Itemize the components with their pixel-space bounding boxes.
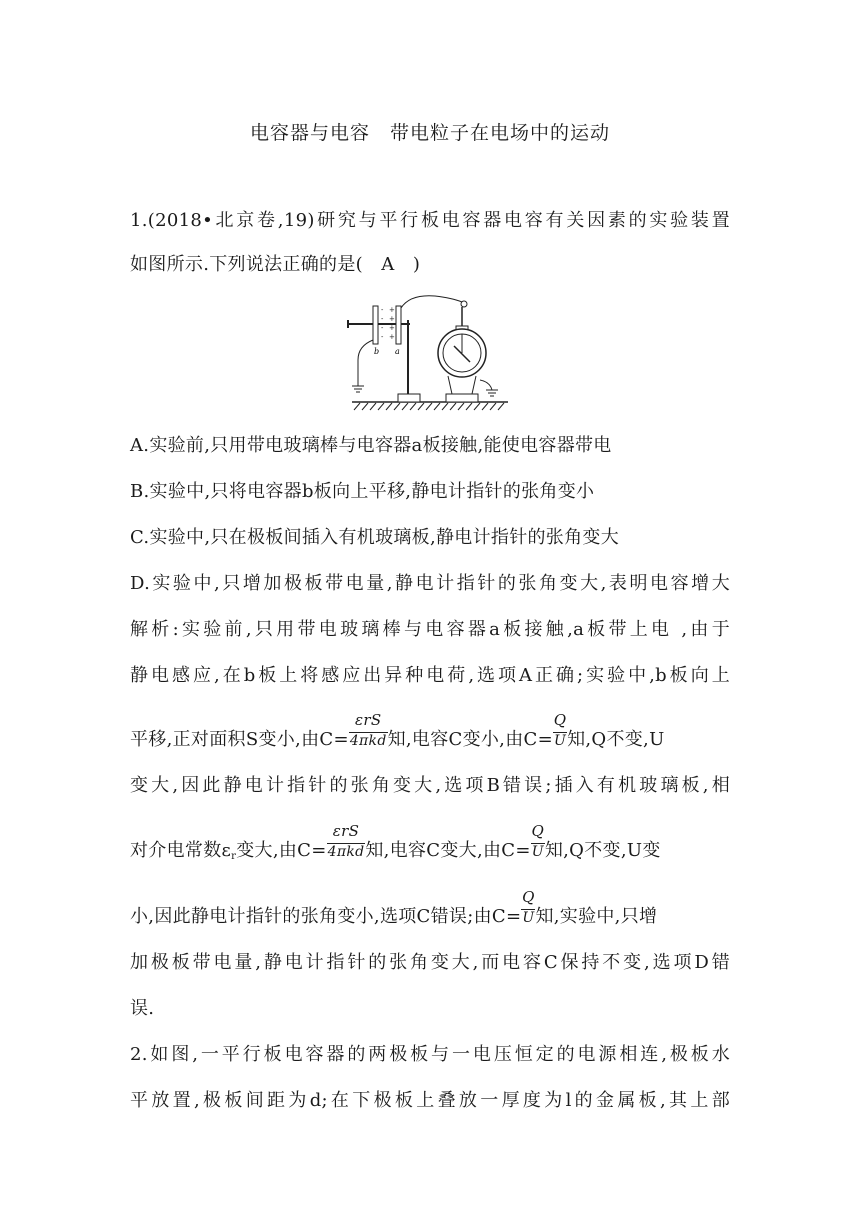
q1-explanation-line7: 加极板带电量,静电计指针的张角变大,而电容C保持不变,选项D错: [130, 952, 730, 973]
q1-explanation-line6: 小,因此静电计指针的张角变小,选项C错误;由C= $\frac{Q}{U}$知,实验中,只增: [130, 888, 658, 927]
q1-option-d: D.实验中,只增加极板带电量,静电计指针的张角变大,表明电容增大: [130, 573, 730, 594]
q-over-u-formula: $\frac{Q}{U}$: [531, 822, 545, 860]
q1-explanation-line5: 对介电常数$\varepsilon_r$变大,由C= $\frac{\text{εrS}}{\text{4πkd}}$知,电容C变大,由C= $\frac{Q}{U}$知,Q不变,U变: [130, 822, 661, 862]
q1-stem-line1: 1.(2018•北京卷,19)研究与平行板电容器电容有关因素的实验装置: [130, 210, 730, 231]
q1-option-b: B.实验中,只将电容器b板向上平移,静电计指针的张角变小: [130, 481, 595, 502]
svg-text:-: -: [381, 315, 384, 323]
q2-stem-line1: 2.如图,一平行板电容器的两极板与一电压恒定的电源相连,极板水: [130, 1044, 730, 1065]
svg-text:+: +: [389, 333, 395, 341]
q2-stem-line2: 平放置,极板间距为d;在下极板上叠放一厚度为l的金属板,其上部: [130, 1090, 730, 1111]
svg-text:-: -: [381, 306, 384, 314]
q1-option-a: A.实验前,只用带电玻璃棒与电容器a板接触,能使电容器带电: [130, 435, 612, 456]
plate-a-label: a: [395, 347, 400, 356]
q1-explanation-line2: 静电感应,在b板上将感应出异种电荷,选项A正确;实验中,b板向上: [130, 665, 730, 686]
plate-b-label: b: [374, 347, 380, 356]
svg-text:+: +: [389, 315, 395, 323]
svg-text:-: -: [381, 324, 384, 332]
q-over-u-formula: $\frac{Q}{U}$: [522, 888, 535, 926]
svg-text:+: +: [389, 306, 395, 314]
q1-option-c: C.实验中,只在极板间插入有机玻璃板,静电计指针的张角变大: [130, 527, 619, 548]
capacitance-formula: $\frac{\text{εrS}}{\text{4πkd}}$: [327, 822, 365, 860]
page-title: 电容器与电容 带电粒子在电场中的运动: [249, 122, 610, 144]
q-over-u-formula: $\frac{Q}{U}$: [553, 711, 567, 749]
q1-stem-line2: 如图所示.下列说法正确的是( A ): [130, 254, 421, 275]
capacitor-electroscope-figure: [340, 290, 520, 412]
q1-explanation-line8: 误.: [130, 998, 155, 1019]
capacitance-formula: $\frac{\text{εrS}}{\text{4πkd}}$: [349, 711, 387, 749]
q1-explanation-line4: 变大,因此静电计指针的张角变大,选项B错误;插入有机玻璃板,相: [130, 775, 730, 796]
q1-explanation-line1: 解析:实验前,只用带电玻璃棒与电容器a板接触,a板带上电 ,由于: [130, 619, 730, 640]
q1-explanation-line3: 平移,正对面积S变小,由C= $\frac{\text{εrS}}{\text{4πkd}}$知,电容C变小,由C= $\frac{Q}{U}$知,Q不变,U: [130, 711, 665, 750]
svg-text:-: -: [381, 333, 384, 341]
svg-text:+: +: [389, 324, 395, 332]
